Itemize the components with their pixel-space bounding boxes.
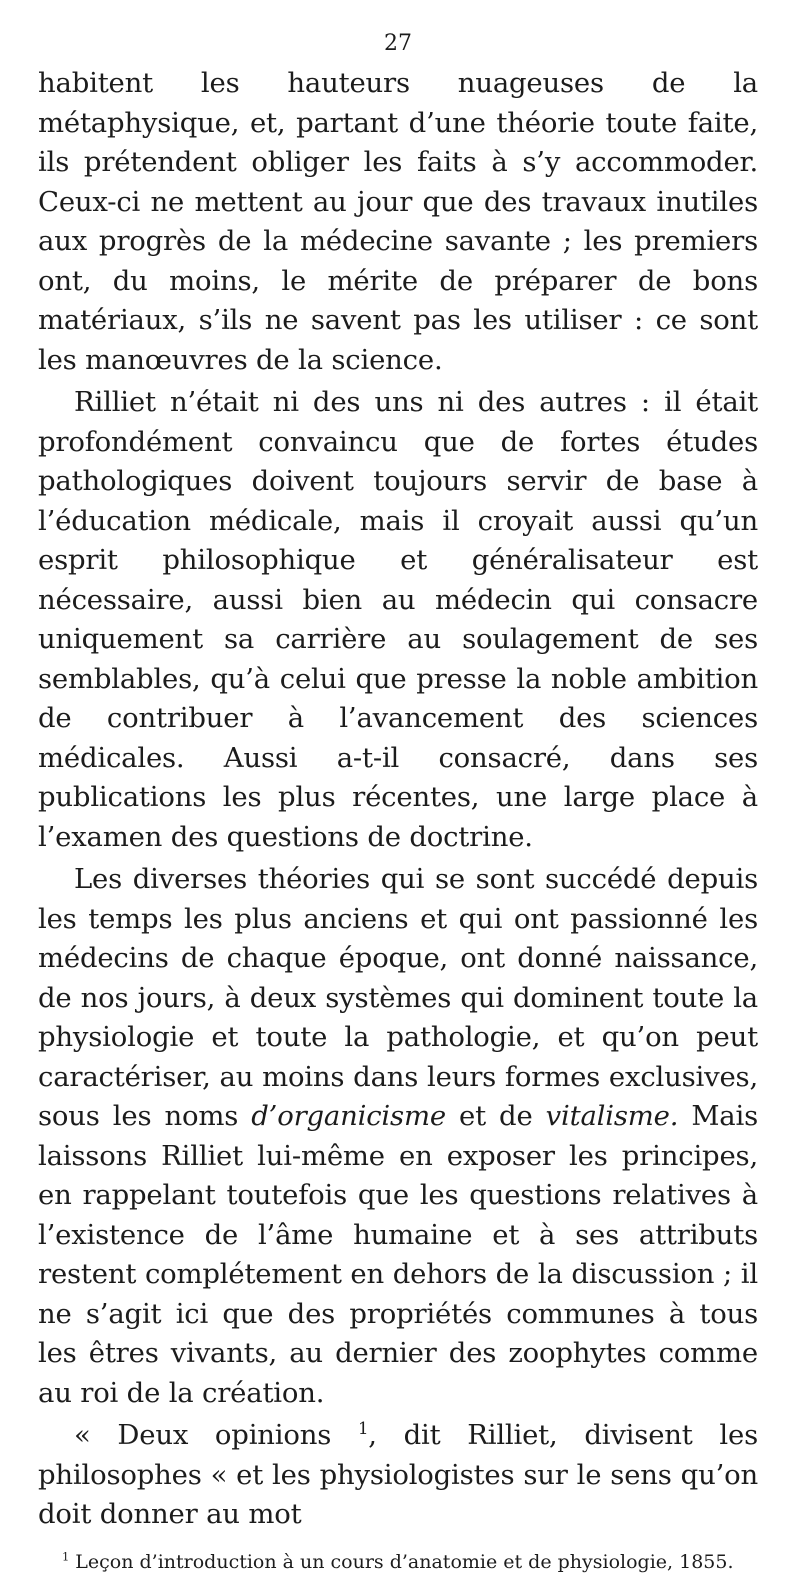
paragraph-1: habitent les hauteurs nuageuses de la métaphysique, et, partant d’une théorie toute faite, ils prétendent obliger les faits à s’y accommoder. Ceux-ci ne mettent au jour que des travaux inutiles aux progrès de la médecine savante ; les premiers ont, du moins, le mérite de préparer de bons matériaux, s’ils ne savent pas les utiliser : ce sont les manœuvres de la science.	[38, 67, 758, 376]
footnote-text: Leçon d’introduction à un cours d’anatomie et de physiologie, 1855.	[69, 1550, 734, 1573]
paragraph-2: Rilliet n’était ni des uns ni des autres : il était profondément convaincu que de fortes études pathologiques doivent toujours servir de base à l’éducation médicale, mais il croyait aussi qu’un esprit philosophique et généralisateur est nécessaire, aussi bien au médecin qui consacre uniquement sa carrière au soulagement de ses semblables, qu’à celui que presse la noble ambition de contribuer à l’avancement des sciences médicales. Aussi a-t-il consacré, dans ses publications les plus récentes, une large place à l’examen des questions de doctrine.	[38, 386, 758, 853]
footnote-reference: 1	[357, 1418, 369, 1438]
paragraph-4	[38, 1416, 758, 1535]
paragraph-3-text-b: et de	[445, 1100, 546, 1132]
footnote-marker: 1	[62, 1549, 70, 1564]
footnote	[38, 1549, 758, 1575]
term-organicisme: d’organicisme	[251, 1100, 446, 1132]
paragraph-3-text-c: Mais laissons Rilliet lui-même en exposer les principes, en rappelant toutefois que les questions relatives à l’existence de l’âme humaine et à ses attributs restent complétement en dehors de la discussion ; il ne s’agit ici que des propriétés communes à tous les êtres vivants, au dernier des zoophytes comme au roi de la création.	[38, 1100, 759, 1409]
paragraph-3-text-a: Les diverses théories qui se sont succédé depuis les temps les plus anciens et qui ont passionné les médecins de chaque époque, ont donné naissance, de nos jours, à deux systèmes qui dominent toute la physiologie et toute la pathologie, et qu’on peut caractériser, au moins dans leurs formes exclusives, sous les noms	[38, 863, 758, 1132]
book-page	[38, 30, 758, 1575]
term-vitalisme: vitalisme.	[545, 1100, 679, 1132]
paragraph-4-text-b: , dit Rilliet, divisent les philosophes « et les physiologistes sur le sens qu’on doit donner au mot	[38, 1419, 758, 1530]
paragraph-3	[38, 860, 758, 1413]
paragraph-4-text-a: « Deux opinions	[74, 1419, 358, 1451]
page-number: 27	[384, 31, 412, 56]
